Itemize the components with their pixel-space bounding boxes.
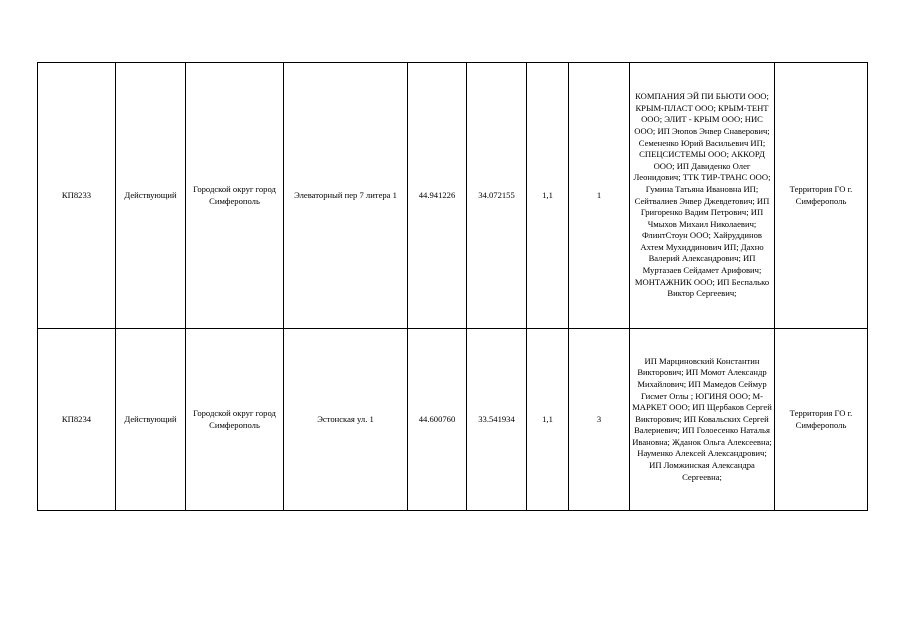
cell-address: Элеваторный пер 7 литера 1 xyxy=(284,63,408,329)
cell-owners: КОМПАНИЯ ЭЙ ПИ БЬЮТИ ООО; КРЫМ-ПЛАСТ ООО; КРЫМ-ТЕНТ ООО; ЭЛИТ - КРЫМ ООО; НИС ООО; ИП Эюпов Энвер Снаверович; Семененко Юрий Васильевич ИП; СПЕЦСИСТЕМЫ ООО; АККОРД ООО; ИП Давиденко Олег Леонидович; ТТК ТИР-ТРАНС ООО; Гумина Татьяна Ивановна ИП; Сейтвалиев Энвер Джевдетович; ИП Григоренко Вадим Петрович; ИП Чмыхов Михаил Николаевич; ФлинтСтоун ООО; Хайруддинов Ахтем Мухиддинович ИП; Дахно Валерий Александрович; ИП Муртазаев Сейдамет Арифович; МОНТАЖНИК ООО; ИП Беспалько Виктор Сергеевич; xyxy=(630,63,775,329)
cell-longitude: 34.072155 xyxy=(467,63,527,329)
registry-table xyxy=(37,62,868,511)
cell-district: Городской округ город Симферополь xyxy=(186,63,284,329)
cell-volume: 1,1 xyxy=(527,329,569,511)
cell-owners: ИП Марциновский Константин Викторович; ИП Момот Александр Михайлович; ИП Мамедов Сеймур Гисмет Оглы ; ЮГИНЯ ООО; М-МАРКЕТ ООО; ИП Щербаков Сергей Викторович; ИП Ковальских Сергей Валериевич; ИП Голоесенко Наталья Ивановна; Жданок Ольга Алексеевна; Науменко Алексей Александрович; ИП Ломжинская Александра Сергеевна; xyxy=(630,329,775,511)
table-row xyxy=(38,329,868,511)
table-row xyxy=(38,63,868,329)
cell-id: КП8234 xyxy=(38,329,116,511)
cell-territory: Территория ГО г. Симферополь xyxy=(775,329,868,511)
cell-count: 3 xyxy=(569,329,630,511)
cell-status: Действующий xyxy=(116,63,186,329)
cell-status: Действующий xyxy=(116,329,186,511)
cell-district: Городской округ город Симферополь xyxy=(186,329,284,511)
cell-id: КП8233 xyxy=(38,63,116,329)
cell-territory: Территория ГО г. Симферополь xyxy=(775,63,868,329)
cell-latitude: 44.600760 xyxy=(408,329,467,511)
cell-longitude: 33.541934 xyxy=(467,329,527,511)
cell-address: Эстонская ул. 1 xyxy=(284,329,408,511)
cell-count: 1 xyxy=(569,63,630,329)
cell-latitude: 44.941226 xyxy=(408,63,467,329)
cell-volume: 1,1 xyxy=(527,63,569,329)
